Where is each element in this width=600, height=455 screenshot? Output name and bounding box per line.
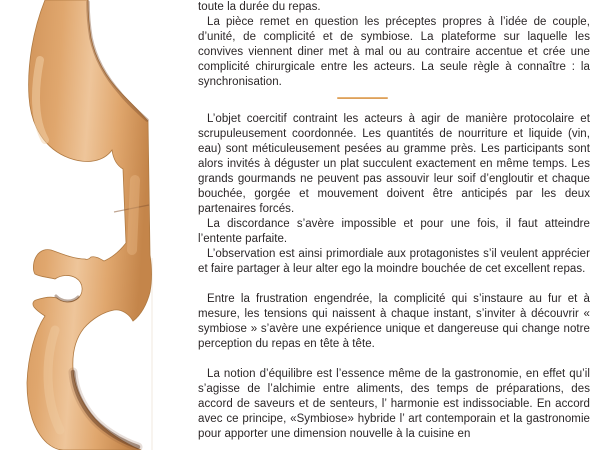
section-divider [198,97,590,100]
article-text [198,0,590,442]
shadow-clip-hole [56,296,78,301]
paragraph: L’objet coercitif contraint les acteurs à agir de manière protocolaire et scrupuleusement coordonnée. Les quantités de nourriture et liquide (vin, eau) sont méticuleusement pesées au gramme près. Les participants sont alors invités à déguster un plat succulent exactement en même temps. Les grands gourmands ne peuvent pas assouvir leur soif d’engloutir et chaque bouchée, gorgée et mouvement doivent être anticipés par les deux partenaires forcés. [198,113,590,215]
paragraph: Entre la frustration engendrée, la complicité qui s’instaure au fur et à mesure, les tensions qui naissent à chaque instant, s’inviter à découvrir « symbiose » s’avère une expérience unique et dangereuse qui change notre perception du repas en tête à tête. [198,293,590,350]
paragraph: La pièce remet en question les préceptes propres à l’idée de couple, d’unité, de complicité et de symbiose. La plateforme sur laquelle les convives viennent diner met à mal ou au contraire accentue et crée une complicité chirurgicale entre les acteurs. La seule règle à connaître : la synchronisation. [198,16,590,88]
paragraph: L’observation est ainsi primordiale aux protagonistes s’il veulent apprécier et faire partager à leur alter ego la moindre bouchée de cet excellent repas. [198,248,590,275]
copper-sculpture-svg [0,0,170,450]
paragraph: toute la durée du repas. [198,1,321,13]
paragraph: La discordance s’avère impossible et pour une fois, il faut atteindre l’entente parfaite. [198,218,590,245]
copper-sculpture-photo [0,0,170,450]
paragraph: La notion d’équilibre est l’essence même de la gastronomie, en effet qu’il s’agisse de l’alchimie entre aliments, des temps de préparations, des accord de saveurs et de senteurs, l’ harmonie est indissociable. En accord avec ce principe, «Symbiose» hybride l’ art contemporain et la gastronomie pour apporter une dimension nouvelle à la cuisine en [198,368,590,440]
divider-rule [337,97,388,99]
highlight-streak-bar [132,180,135,250]
